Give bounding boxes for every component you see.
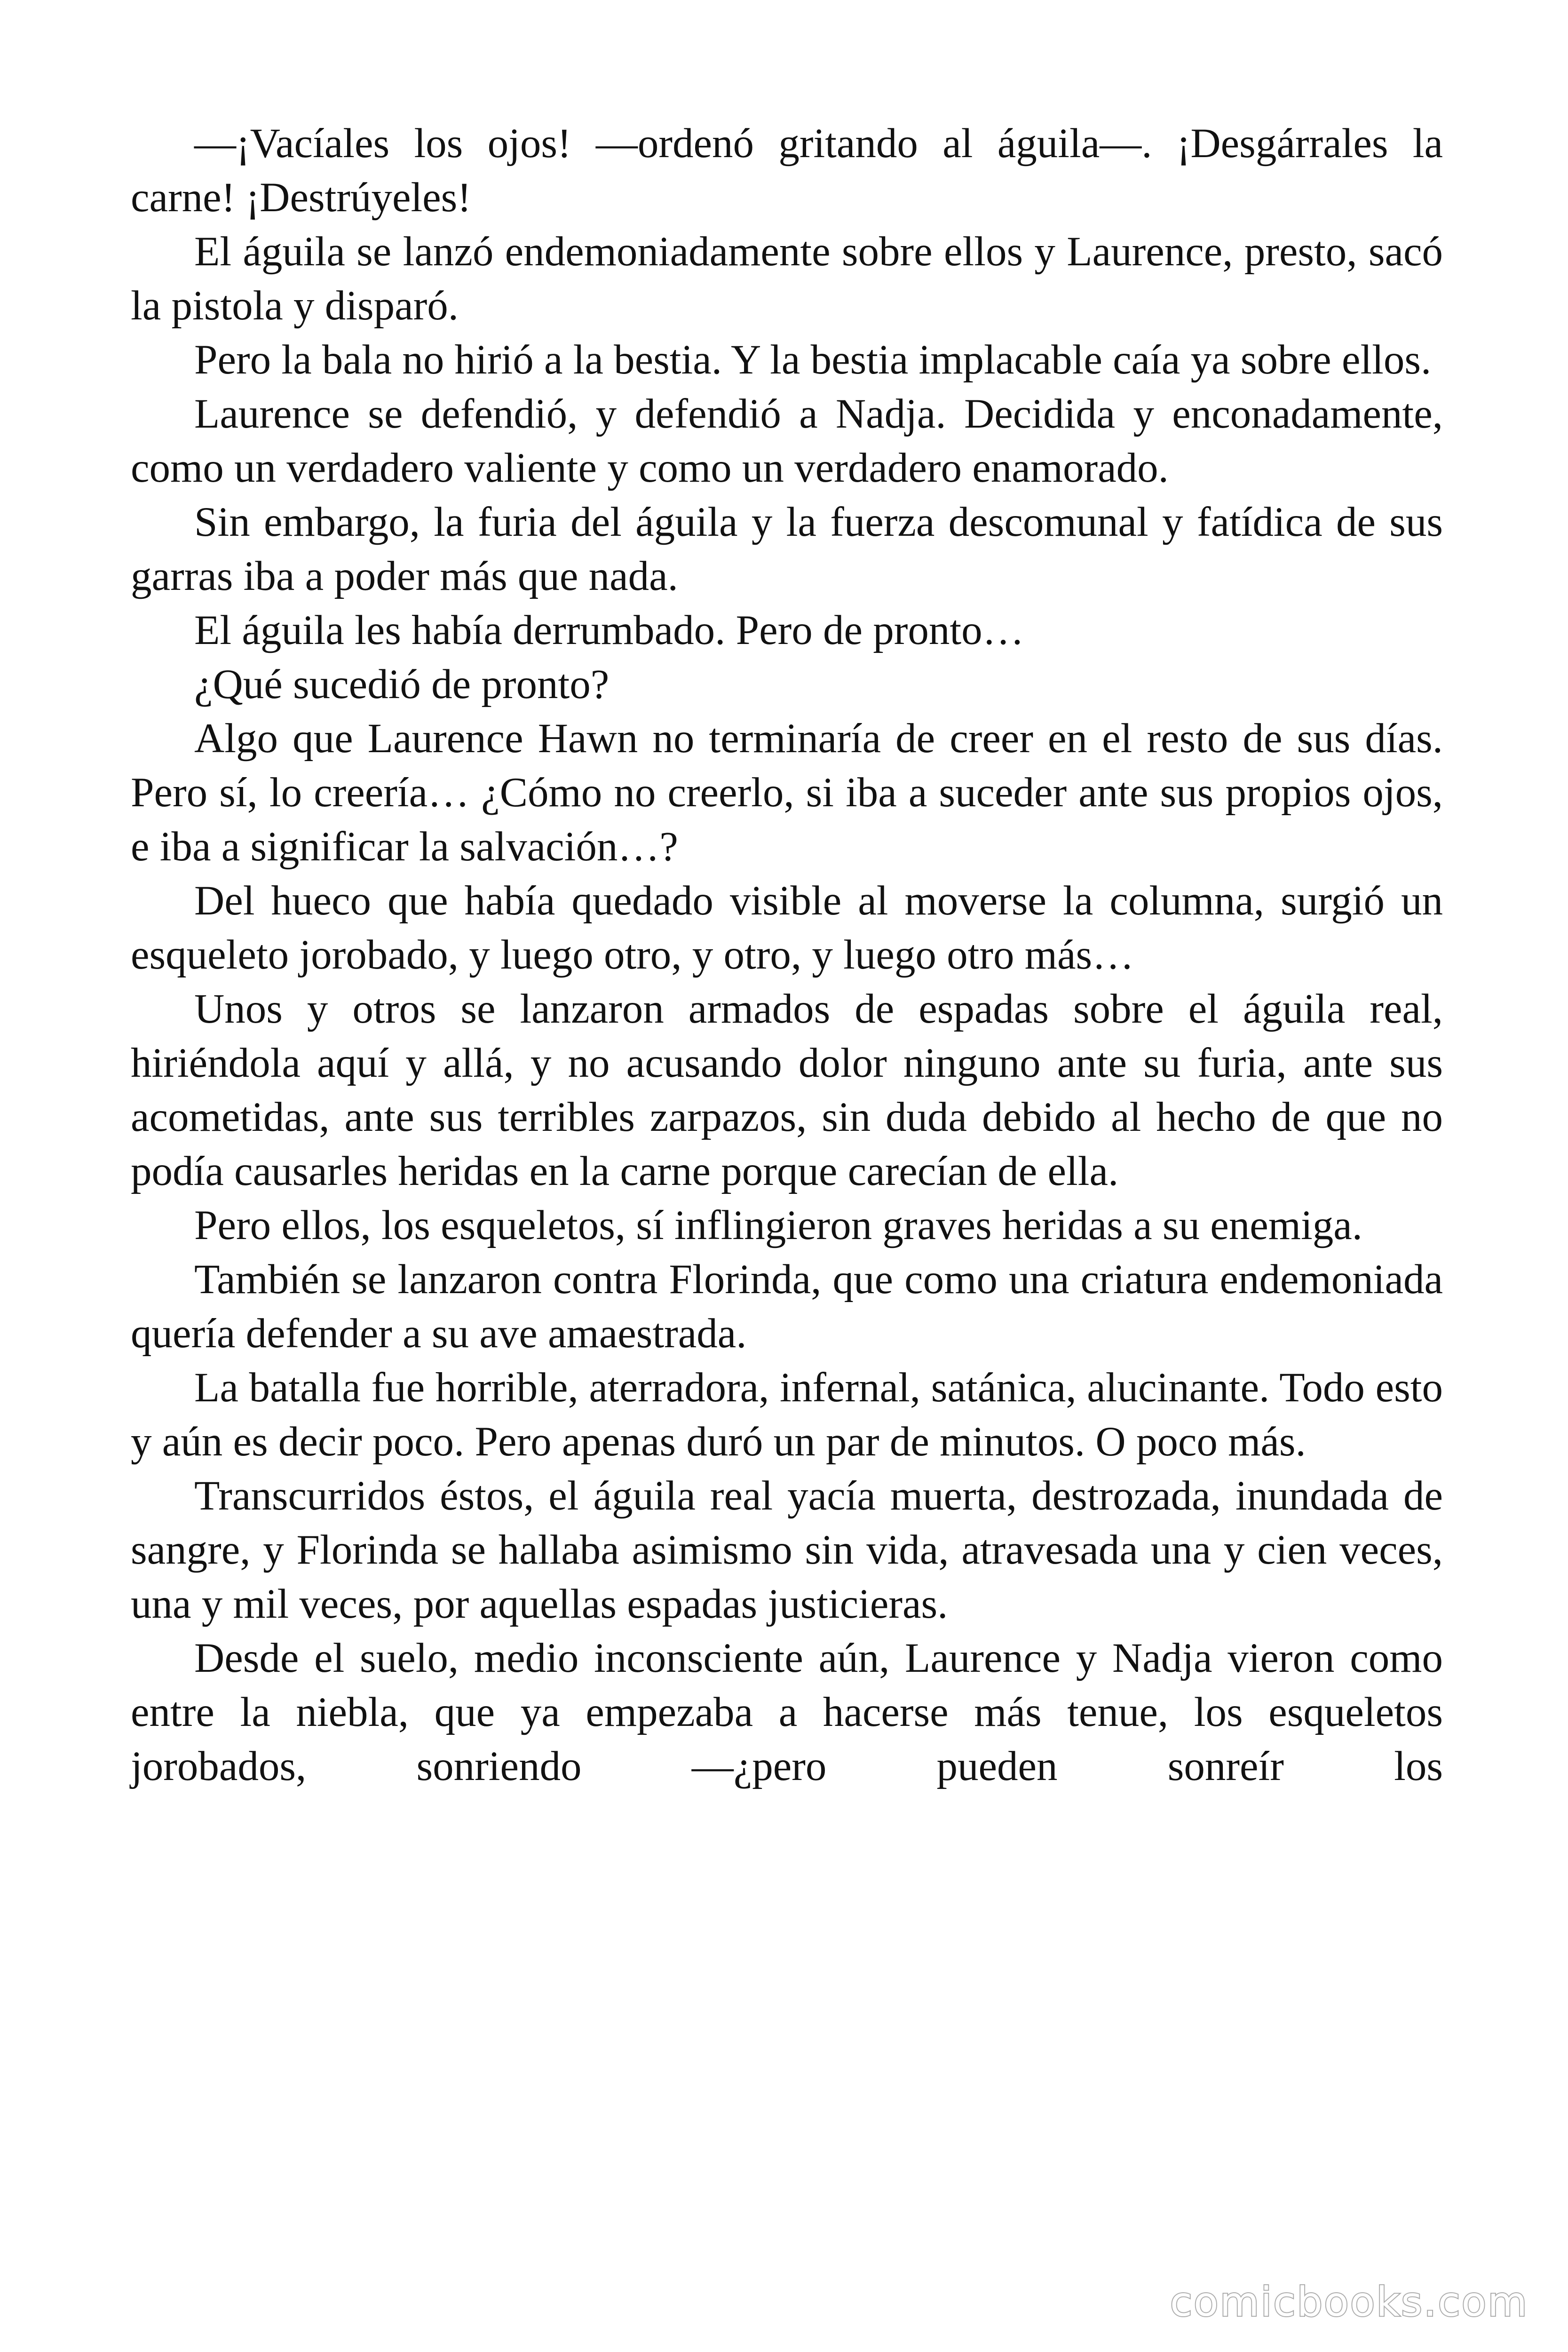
- paragraph: Pero ellos, los esqueletos, sí inflingieron graves heridas a su enemiga.: [194, 1202, 1363, 1248]
- paragraph: —¡Vacíales los ojos! —ordenó gritando al águila—. ¡Desgárrales la carne! ¡Destrúyeles!: [131, 120, 1443, 221]
- paragraph: Pero la bala no hirió a la bestia. Y la bestia implacable caía ya sobre ellos.: [194, 337, 1432, 383]
- paragraph: Laurence se defendió, y defendió a Nadja. Decidida y enconadamente, como un verdadero valiente y como un verdadero enamorado.: [131, 391, 1443, 491]
- paragraph: El águila les había derrumbado. Pero de pronto…: [194, 607, 1024, 653]
- book-page-text: [131, 117, 1443, 1794]
- paragraph: Del hueco que había quedado visible al moverse la columna, surgió un esqueleto jorobado, y luego otro, y otro, y luego otro más…: [131, 878, 1443, 978]
- paragraph: Unos y otros se lanzaron armados de espadas sobre el águila real, hiriéndola aquí y allá, y no acusando dolor ninguno ante su furia, ante sus acometidas, ante sus terribles zarpazos, sin duda debido al hecho de que no podía causarles heridas en la carne porque carecían de ella.: [131, 986, 1443, 1194]
- paragraph: La batalla fue horrible, aterradora, infernal, satánica, alucinante. Todo esto y aún es decir poco. Pero apenas duró un par de minutos. O poco más.: [131, 1365, 1443, 1465]
- watermark: comicbooks.com: [1170, 2279, 1528, 2326]
- paragraph: Desde el suelo, medio inconsciente aún, Laurence y Nadja vieron como entre la niebla, que ya empezaba a hacerse más tenue, los esqueletos jorobados, sonriendo —¿pero pueden sonreír los: [131, 1635, 1443, 1789]
- paragraph: ¿Qué sucedió de pronto?: [194, 661, 610, 707]
- paragraph: Algo que Laurence Hawn no terminaría de creer en el resto de sus días. Pero sí, lo creería… ¿Cómo no creerlo, si iba a suceder ante sus propios ojos, e iba a significar la salvación…?: [131, 715, 1443, 870]
- paragraph: El águila se lanzó endemoniadamente sobre ellos y Laurence, presto, sacó la pistola y disparó.: [131, 229, 1443, 329]
- paragraph: Transcurridos éstos, el águila real yacía muerta, destrozada, inundada de sangre, y Florinda se hallaba asimismo sin vida, atravesada una y cien veces, una y mil veces, por aquellas espadas justicieras.: [131, 1473, 1443, 1627]
- paragraph: Sin embargo, la furia del águila y la fuerza descomunal y fatídica de sus garras iba a poder más que nada.: [131, 499, 1443, 599]
- paragraph: También se lanzaron contra Florinda, que como una criatura endemoniada quería defender a su ave amaestrada.: [131, 1256, 1443, 1357]
